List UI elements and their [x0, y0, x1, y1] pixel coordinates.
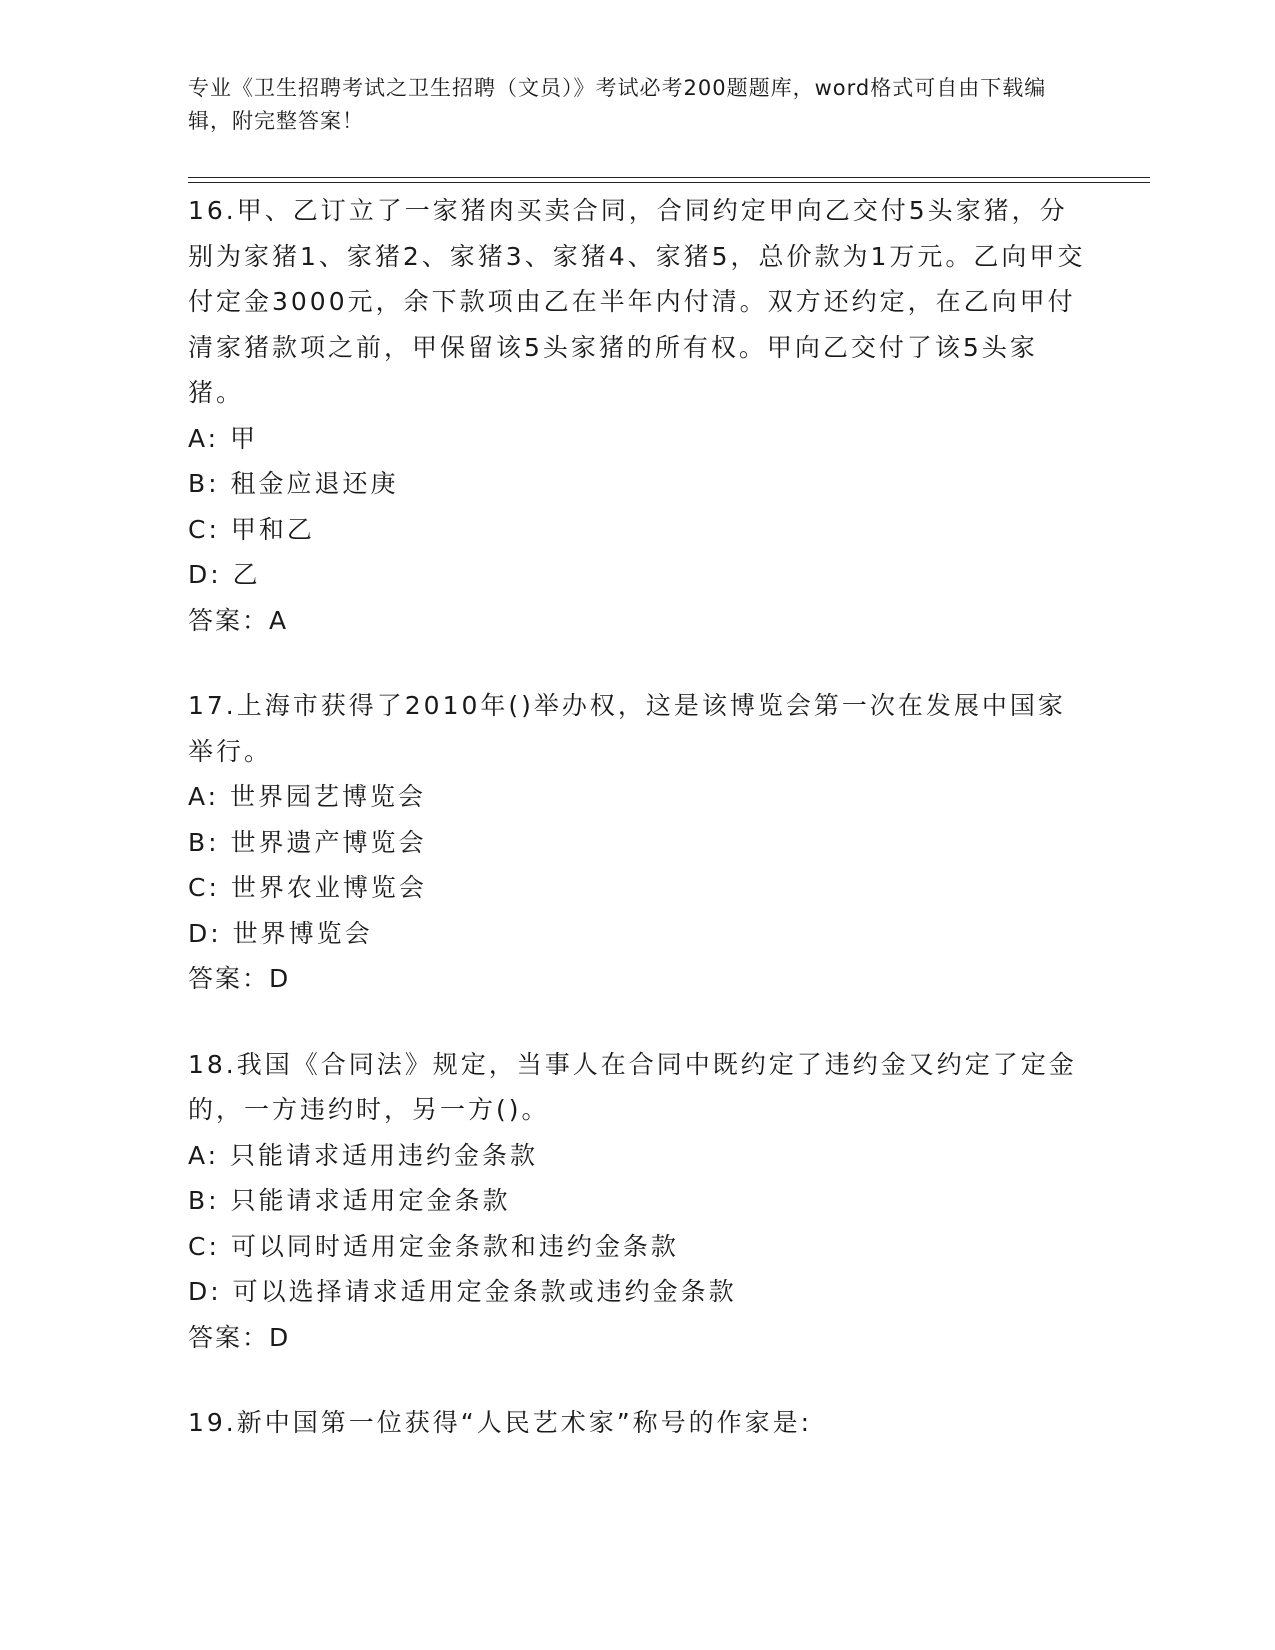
question-text: 18.我国《合同法》规定，当事人在合同中既约定了违约金又约定了定金的，一方违约时，另一方()。 — [188, 1049, 1077, 1124]
question-17 — [188, 683, 1088, 1002]
question-text: 19.新中国第一位获得“人民艺术家”称号的作家是: — [188, 1408, 813, 1437]
question-list — [188, 188, 1088, 1486]
option-d: D: 世界博览会 — [188, 918, 373, 948]
answer: 答案：A — [188, 605, 289, 635]
option-c: C: 世界农业博览会 — [188, 873, 427, 902]
question-16 — [188, 188, 1088, 643]
option-b: B: 只能请求适用定金条款 — [188, 1186, 511, 1215]
option-d: D: 可以选择请求适用定金条款或违约金条款 — [188, 1277, 737, 1306]
option-c: C: 甲和乙 — [188, 514, 315, 544]
answer: 答案：D — [188, 1322, 291, 1352]
document-header: 专业《卫生招聘考试之卫生招聘（文员）》考试必考200题题库，word格式可自由下载编辑，附完整答案！ — [188, 76, 1047, 133]
question-18 — [188, 1042, 1088, 1361]
question-19 — [188, 1400, 1088, 1446]
question-text: 17.上海市获得了2010年()举办权，这是该博览会第一次在发展中国家举行。 — [188, 691, 1066, 766]
header-divider-top — [188, 177, 1150, 178]
option-d: D: 乙 — [188, 560, 261, 589]
option-b: B: 世界遗产博览会 — [188, 827, 427, 857]
header-divider-bottom — [188, 182, 1150, 183]
answer: 答案：D — [188, 964, 291, 993]
option-c: C: 可以同时适用定金条款和违约金条款 — [188, 1231, 679, 1261]
question-text: 16.甲、乙订立了一家猪肉买卖合同，合同约定甲向乙交付5头家猪，分别为家猪1、家猪2、家猪3、家猪4、家猪5，总价款为1万元。乙向甲交付定金3000元，余下款项由乙在半年内付清。双方还约定，在乙向甲付清家猪款项之前，甲保留该5头家猪的所有权。甲向乙交付了该5头家猪。 — [188, 196, 1086, 407]
option-a: A: 甲 — [188, 423, 259, 453]
option-b: B: 租金应退还庚 — [188, 469, 399, 498]
option-a: A: 只能请求适用违约金条款 — [188, 1140, 539, 1170]
option-a: A: 世界园艺博览会 — [188, 782, 427, 811]
